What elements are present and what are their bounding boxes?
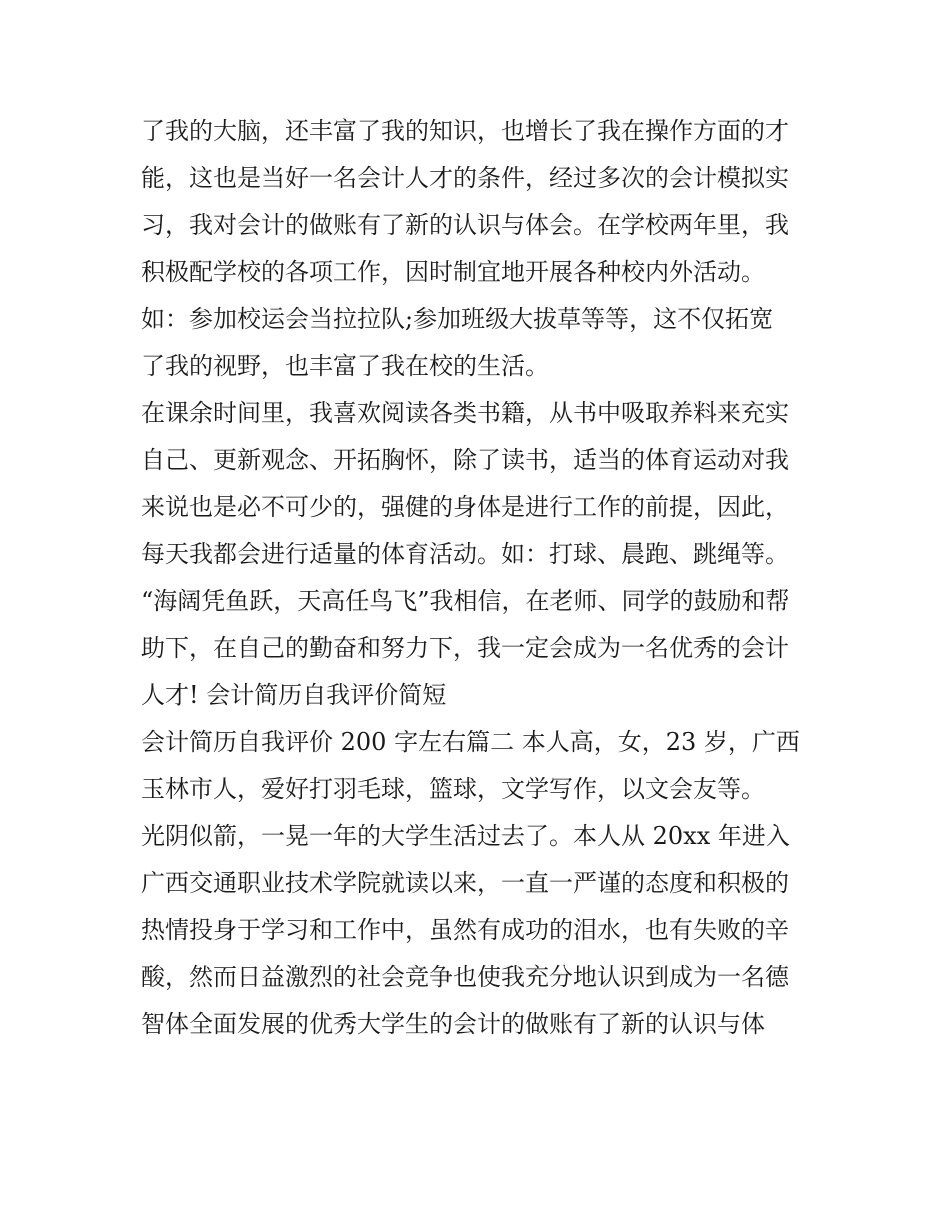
text-line: 能，这也是当好一名会计人才的条件，经过多次的会计模拟实 (141, 164, 789, 192)
text-line: 玉林市人，爱好打羽毛球，篮球，文学写作，以文会友等。 (141, 775, 765, 803)
text-line: 热情投身于学习和工作中，虽然有成功的泪水，也有失败的辛 (141, 916, 789, 944)
text-line: 在课余时间里，我喜欢阅读各类书籍，从书中吸取养料来充实 (141, 399, 789, 427)
text-line: 光阴似箭，一晃一年的大学生活过去了。本人从 20xx 年进入 (141, 822, 790, 850)
text-line: 习，我对会计的做账有了新的认识与体会。在学校两年里，我 (141, 211, 789, 239)
text-line: 人才! 会计简历自我评价简短 (141, 681, 447, 709)
text-line: 了我的大脑，还丰富了我的知识，也增长了我在操作方面的才 (141, 117, 789, 145)
text-line: 智体全面发展的优秀大学生的会计的做账有了新的认识与体 (141, 1010, 765, 1038)
text-line: 助下，在自己的勤奋和努力下，我一定会成为一名优秀的会计 (141, 634, 789, 662)
text-line: 来说也是必不可少的，强健的身体是进行工作的前提，因此， (141, 493, 789, 521)
text-line: 会计简历自我评价 200 字左右篇二 本人高，女，23 岁，广西 (141, 728, 800, 756)
text-line: “海阔凭鱼跃，天高任鸟飞”我相信，在老师、同学的鼓励和帮 (141, 587, 790, 615)
text-line: 酸，然而日益激烈的社会竞争也使我充分地认识到成为一名德 (141, 963, 789, 991)
document-body (141, 108, 821, 1048)
text-line: 自己、更新观念、开拓胸怀，除了读书，适当的体育运动对我 (141, 446, 789, 474)
text-line: 如：参加校运会当拉拉队;参加班级大拔草等等，这不仅拓宽 (141, 305, 774, 333)
text-line: 积极配学校的各项工作，因时制宜地开展各种校内外活动。 (141, 258, 765, 286)
text-line: 广西交通职业技术学院就读以来，一直一严谨的态度和积极的 (141, 869, 789, 897)
text-line: 了我的视野，也丰富了我在校的生活。 (141, 352, 549, 380)
text-line: 每天我都会进行适量的体育活动。如：打球、晨跑、跳绳等。 (141, 540, 789, 568)
